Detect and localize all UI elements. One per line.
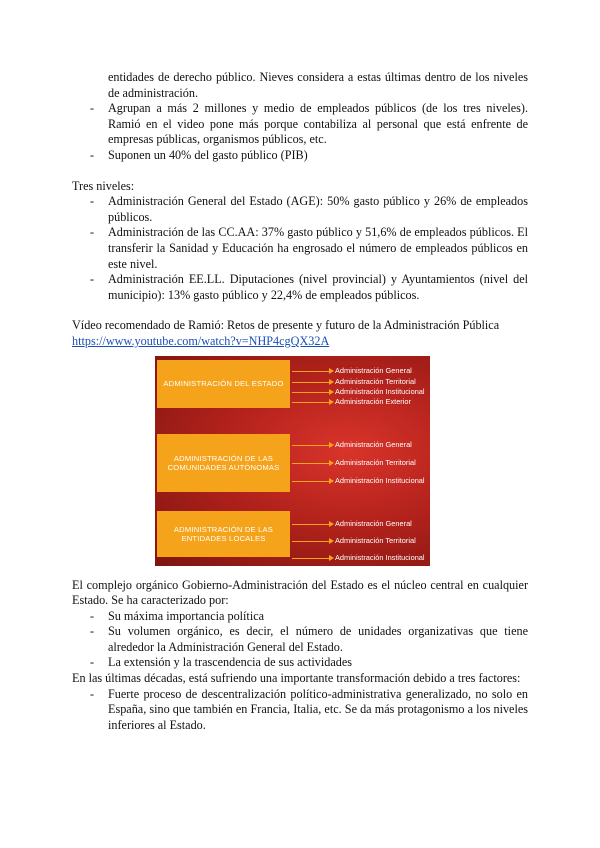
niveles-heading: Tres niveles: <box>72 178 135 193</box>
box-locales: ADMINISTRACIÓN DE LAS ENTIDADES LOCALES <box>157 511 290 557</box>
niveles-list <box>72 194 528 303</box>
label-estado-exterior: Administración Exterior <box>335 396 411 406</box>
label-ccaa-institucional: Administración Institucional <box>335 475 425 485</box>
decadas-paragraph: En las últimas décadas, está sufriendo una importante transformación debido a tres factores: <box>72 671 521 686</box>
label-locales-general: Administración General <box>335 518 412 528</box>
complejo-paragraph: El complejo orgánico Gobierno-Administración del Estado es el núcleo central en cualquier Estado. Se ha caracterizado por: <box>72 577 528 608</box>
arrow <box>292 392 330 393</box>
label-estado-territorial: Administración Territorial <box>335 376 416 386</box>
list-item: - Agrupan a más 2 millones y medio de empleados públicos (de los tres niveles). Ramió en el video pone más porque contabiliza al personal que está enfrente de empresas públicas, organismos públicos, etc. <box>90 101 528 147</box>
label-ccaa-general: Administración General <box>335 439 412 449</box>
video-link[interactable]: https://www.youtube.com/watch?v=NHP4cgQX32A <box>72 333 330 348</box>
list-item: - Administración General del Estado (AGE): 50% gasto público y 26% de empleados públicos. <box>90 194 528 224</box>
label-ccaa-territorial: Administración Territorial <box>335 457 416 467</box>
document-page <box>72 70 528 733</box>
arrow <box>292 524 330 525</box>
arrow <box>292 445 330 446</box>
label-estado-institucional: Administración Institucional <box>335 386 425 396</box>
arrow <box>292 402 330 403</box>
administration-diagram <box>155 356 430 566</box>
decadas-list <box>72 687 528 734</box>
label-locales-institucional: Administración Institucional <box>335 552 425 562</box>
complejo-list <box>72 609 528 671</box>
arrow <box>292 371 330 372</box>
arrow <box>292 382 330 383</box>
list-item: - Su máxima importancia política <box>90 608 265 623</box>
list-item: - Fuerte proceso de descentralización político-administrativa generalizado, no solo en España, sino que también en Francia, Italia, etc. Se da más protagonismo a los niveles inferiores al Estado. <box>90 686 528 732</box>
label-estado-general: Administración General <box>335 365 412 375</box>
box-ccaa: ADMINISTRACIÓN DE LAS COMUNIDADES AUTÓNOMAS <box>157 434 290 492</box>
box-estado: ADMINISTRACIÓN DEL ESTADO <box>157 360 290 408</box>
arrow <box>292 558 330 559</box>
arrow <box>292 541 330 542</box>
video-recommendation: Vídeo recomendado de Ramió: Retos de presente y futuro de la Administración Pública <box>72 318 500 333</box>
arrow <box>292 463 330 464</box>
list-item: - Su volumen orgánico, es decir, el número de unidades organizativas que tiene alrededor la Administración General del Estado. <box>90 624 528 654</box>
list-item: - La extensión y la trascendencia de sus actividades <box>90 655 352 670</box>
label-locales-territorial: Administración Territorial <box>335 535 416 545</box>
top-list <box>72 101 528 163</box>
list-item: - Suponen un 40% del gasto público (PIB) <box>90 147 308 162</box>
list-item: - Administración de las CC.AA: 37% gasto público y 51,6% de empleados públicos. El transferir la Sanidad y Educación ha engrosado el número de empleados públicos en este nivel. <box>90 225 528 271</box>
arrow <box>292 481 330 482</box>
continued-paragraph: entidades de derecho público. Nieves considera a estas últimas dentro de los niveles de administración. <box>108 70 528 100</box>
list-item: - Administración EE.LL. Diputaciones (nivel provincial) y Ayuntamientos (nivel del municipio): 13% gasto público y 22,4% de empleados públicos. <box>90 272 528 302</box>
